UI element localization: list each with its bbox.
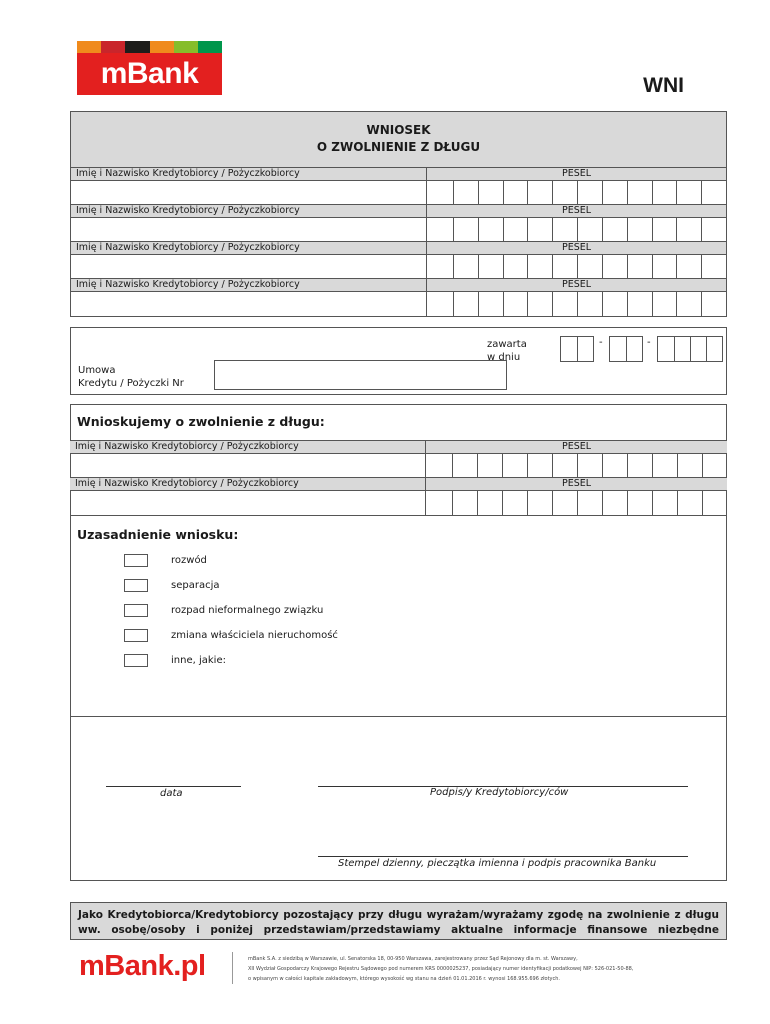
footer-line1: mBank S.A. z siedzibą w Warszawie, ul. Senatorska 18, 00-950 Warszawa, zarejestrowany przez Sąd Rejonowy dla m. st. Warszawy, — [248, 956, 578, 962]
date-caption: data — [160, 788, 183, 799]
logo-stripe — [150, 41, 174, 53]
mbank-logo — [77, 41, 222, 95]
borrower-name-label: Imię i Nazwisko Kredytobiorcy / Pożyczkobiorcy — [71, 168, 426, 181]
footer-logo: mBank.pl — [79, 950, 206, 982]
pesel-label: PESEL — [427, 205, 726, 218]
footer-separator — [232, 952, 233, 984]
borrower-name-label: Imię i Nazwisko Kredytobiorcy / Pożyczkobiorcy — [70, 478, 425, 491]
option-owner-change[interactable] — [124, 628, 338, 642]
borrower-row — [71, 279, 726, 316]
option-separation[interactable] — [124, 578, 219, 592]
logo-stripe — [77, 41, 101, 53]
pesel-digit-boxes — [453, 255, 726, 278]
borrower-signature-caption: Podpis/y Kredytobiorcy/ców — [430, 787, 569, 798]
justification-title: Uzasadnienie wniosku: — [77, 527, 239, 542]
pesel-digit-boxes — [453, 292, 726, 316]
pesel-label: PESEL — [427, 279, 726, 292]
date-day-boxes[interactable] — [560, 336, 594, 362]
date-year-boxes[interactable] — [657, 336, 723, 362]
date-signature-line[interactable] — [106, 786, 241, 787]
released-borrower-row — [70, 478, 727, 515]
logo-stripes — [77, 41, 222, 53]
date-month-boxes[interactable] — [609, 336, 643, 362]
bank-signature-caption: Stempel dzienny, pieczątka imienna i podpis pracownika Banku — [338, 858, 657, 869]
pesel-digit-boxes — [453, 181, 726, 204]
option-informal-breakup[interactable] — [124, 603, 323, 617]
form-title-line2: O ZWOLNIENIE Z DŁUGU — [316, 140, 481, 154]
borrower-name-field[interactable] — [71, 242, 427, 278]
form-title-line1: WNIOSEK — [366, 123, 431, 137]
footer-line3: o wpisanym w całości kapitale zakładowym, którego wysokość wg stanu na dzień 01.01.2016 r. wynosi 168.955.696 złotych. — [248, 976, 561, 982]
released-borrower-row — [70, 441, 727, 478]
footer-legal-text — [248, 954, 718, 984]
request-title: Wnioskujemy o zwolnienie z długu: — [77, 414, 325, 429]
pesel-label: PESEL — [426, 478, 727, 491]
logo-stripe — [174, 41, 198, 53]
pesel-field[interactable] — [427, 205, 726, 241]
bank-signature-line[interactable] — [318, 856, 688, 857]
option-divorce[interactable] — [124, 553, 207, 567]
option-other[interactable] — [124, 653, 226, 667]
option-label: rozwód — [171, 554, 207, 566]
date-separator: - — [599, 337, 603, 348]
borrower-name-label: Imię i Nazwisko Kredytobiorcy / Pożyczkobiorcy — [70, 441, 425, 454]
option-label: separacja — [171, 579, 220, 591]
pesel-field[interactable] — [427, 279, 726, 316]
option-label: inne, jakie: — [171, 654, 226, 666]
option-checkbox[interactable] — [124, 554, 148, 567]
borrower-row — [71, 242, 726, 279]
pesel-label: PESEL — [427, 242, 726, 255]
borrower-name-field[interactable] — [71, 205, 427, 241]
borrower-name-field[interactable] — [71, 168, 427, 204]
logo-stripe — [101, 41, 125, 53]
agreement-label-line1: Umowa — [78, 365, 116, 376]
borrower-name-label: Imię i Nazwisko Kredytobiorcy / Pożyczkobiorcy — [71, 279, 426, 292]
agreement-number-field[interactable] — [214, 360, 507, 390]
section-divider — [70, 716, 727, 717]
borrower-row — [71, 168, 726, 205]
agreement-label-line2: Kredytu / Pożyczki Nr — [78, 378, 184, 389]
logo-stripe — [125, 41, 149, 53]
pesel-digit-boxes — [453, 218, 726, 241]
pesel-digit-boxes — [452, 491, 727, 515]
pesel-label: PESEL — [426, 441, 727, 454]
option-checkbox[interactable] — [124, 579, 148, 592]
released-borrowers-grid — [70, 440, 727, 516]
date-separator: - — [647, 337, 651, 348]
consent-statement: Jako Kredytobiorca/Kredytobiorcy pozostający przy długu wyrażam/wyrażamy zgodę na zwolnienie z długu ww. osobę/osoby i poniżej przedstawiam/przedstawiamy aktualne informacje finansowe niezbędne — [70, 902, 727, 940]
borrower-name-field[interactable] — [70, 441, 426, 477]
form-header — [70, 111, 727, 168]
borrowers-grid — [70, 168, 727, 317]
borrower-name-field[interactable] — [70, 478, 426, 515]
pesel-digit-boxes — [452, 454, 727, 477]
pesel-label: PESEL — [427, 168, 726, 181]
date-label-line2: w dniu — [487, 352, 521, 363]
option-label: rozpad nieformalnego związku — [171, 604, 324, 616]
date-label-line1: zawarta — [487, 339, 527, 350]
pesel-field[interactable] — [427, 242, 726, 278]
borrower-name-label: Imię i Nazwisko Kredytobiorcy / Pożyczkobiorcy — [71, 205, 426, 218]
logo-text: mBank — [77, 53, 222, 95]
pesel-field[interactable] — [426, 441, 727, 477]
borrower-name-label: Imię i Nazwisko Kredytobiorcy / Pożyczkobiorcy — [71, 242, 426, 255]
option-label: zmiana właściciela nieruchomość — [171, 629, 338, 641]
option-checkbox[interactable] — [124, 654, 148, 667]
pesel-field[interactable] — [427, 168, 726, 204]
form-code: WNI — [643, 74, 684, 97]
borrower-name-field[interactable] — [71, 279, 427, 316]
pesel-field[interactable] — [426, 478, 727, 515]
footer-line2: XII Wydział Gospodarczy Krajowego Rejestru Sądowego pod numerem KRS 0000025237, posiadający numer identyfikacji podatkowej NIP: 526-021-50-88, — [248, 966, 634, 972]
borrower-row — [71, 205, 726, 242]
option-checkbox[interactable] — [124, 629, 148, 642]
option-checkbox[interactable] — [124, 604, 148, 617]
logo-stripe — [198, 41, 222, 53]
agreement-number-label — [78, 364, 184, 390]
